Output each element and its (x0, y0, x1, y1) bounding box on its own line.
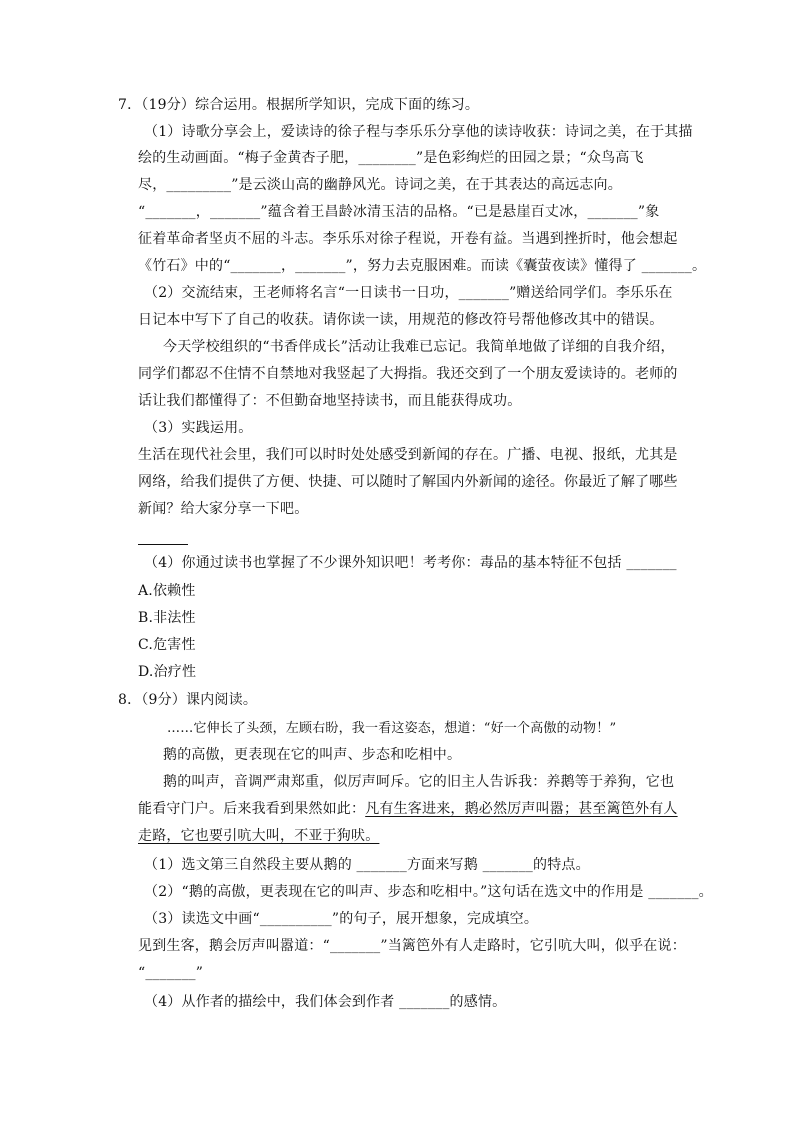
q7-part3-line2: 网络，给我们提供了方便、快捷、可以随时了解国内外新闻的途径。你最近了解了哪些 (138, 474, 678, 490)
passage-line1: ……它伸长了头颈，左顾右盼，我一看这姿态，想道：“好一个高傲的动物！” (167, 721, 617, 736)
q8-sub3-line2: “_______” (138, 965, 204, 981)
q8-sub3-line1: 见到生客，鹅会厉声叫嚣道：“_______”当篱笆外有人走路时，它引吭大叫，似乎在说： (138, 938, 686, 954)
q7-part3-line3: 新闻？给大家分享一下吧。 (138, 501, 309, 517)
q7-part2-line2: 日记本中写下了自己的收获。请你读一读，用规范的修改符号帮他修改其中的错误。 (138, 312, 664, 328)
q7-part1-line5: 征着革命者坚贞不屈的斗志。李乐乐对徐子程说，开卷有益。当遇到挫折时，他会想起 (138, 231, 678, 247)
q8-sub4: （4）从作者的描绘中，我们体会到作者 _______的感情。 (144, 994, 507, 1010)
passage-line2: 鹅的高傲，更表现在它的叫声、步态和吃相中。 (163, 747, 462, 763)
question-7-heading: 7．（19分）综合运用。根据所学知识，完成下面的练习。 (118, 97, 480, 113)
passage-underlined-sentence-part1: 凡有生客进来，鹅必然厉声叫嚣；甚至篱笆外有人 (365, 801, 678, 817)
q7-diary-line2: 同学们都忍不住情不自禁地对我竖起了大拇指。我还交到了一个朋友爱读诗的。老师的 (138, 366, 678, 382)
q7-part3-heading: （3）实践运用。 (144, 420, 253, 436)
q7-part3-line1: 生活在现代社会里，我们可以时时处处感受到新闻的存在。广播、电视、报纸，尤其是 (138, 447, 678, 463)
q7-part2-line1: （2）交流结束，王老师将名言“一日读书一日功，_______”赠送给同学们。李乐乐在 (144, 285, 673, 301)
option-a: A.依赖性 (138, 583, 196, 599)
q8-sub3: （3）读选文中画“__________”的句子，展开想象，完成填空。 (144, 911, 539, 927)
q7-part1-line4: “_______，_______”蕴含着王昌龄冰清玉洁的品格。“已是悬崖百丈冰，_______”象 (138, 204, 660, 220)
q7-diary-line1: 今天学校组织的“书香伴成长”活动让我难已忘记。我简单地做了详细的自我介绍， (163, 339, 675, 355)
option-c: C.危害性 (138, 637, 196, 653)
q8-sub2: （2）“鹅的高傲，更表现在它的叫声、步态和吃相中。”这句话在选文中的作用是 _______。 (144, 884, 713, 900)
question-8-heading: 8．（9分）课内阅读。 (118, 692, 258, 708)
passage-line4-plain: 能看守门户。后来我看到果然如此： (138, 801, 366, 817)
passage-underlined-sentence-part2: 走路，它也要引吭大叫，不亚于狗吠。 (138, 828, 380, 844)
q8-sub1: （1）选文第三自然段主要从鹅的 _______方面来写鹅 _______的特点。 (144, 857, 590, 873)
q7-part1-line1: （1）诗歌分享会上，爱读诗的徐子程与李乐乐分享他的读诗收获：诗词之美，在于其描 (144, 124, 693, 140)
q7-part1-line2: 绘的生动画面。“梅子金黄杏子肥，________”是色彩绚烂的田园之景；“众鸟高飞 (138, 150, 644, 166)
passage-line3: 鹅的叫声，音调严肃郑重，似厉声呵斥。它的旧主人告诉我：养鹅等于养狗，它也 (163, 774, 675, 790)
answer-blank-line (138, 544, 188, 545)
q7-part4-question: （4）你通过读书也掌握了不少课外知识吧！考考你：毒品的基本特征不包括 _______ (144, 555, 677, 571)
q7-part1-line6: 《竹石》中的“_______，_______”，努力去克服困难。而读《囊萤夜读》懂得了 _______。 (138, 258, 707, 274)
q7-diary-line3: 话让我们都懂得了：不但勤奋地坚持读书，而且能获得成功。 (138, 393, 522, 409)
q7-part1-line3: 尽，_________”是云淡山高的幽静风光。诗词之美，在于其表达的高远志向。 (138, 177, 622, 193)
option-b: B.非法性 (138, 610, 196, 626)
passage-line4 (138, 799, 678, 819)
option-d: D.治疗性 (138, 664, 197, 680)
